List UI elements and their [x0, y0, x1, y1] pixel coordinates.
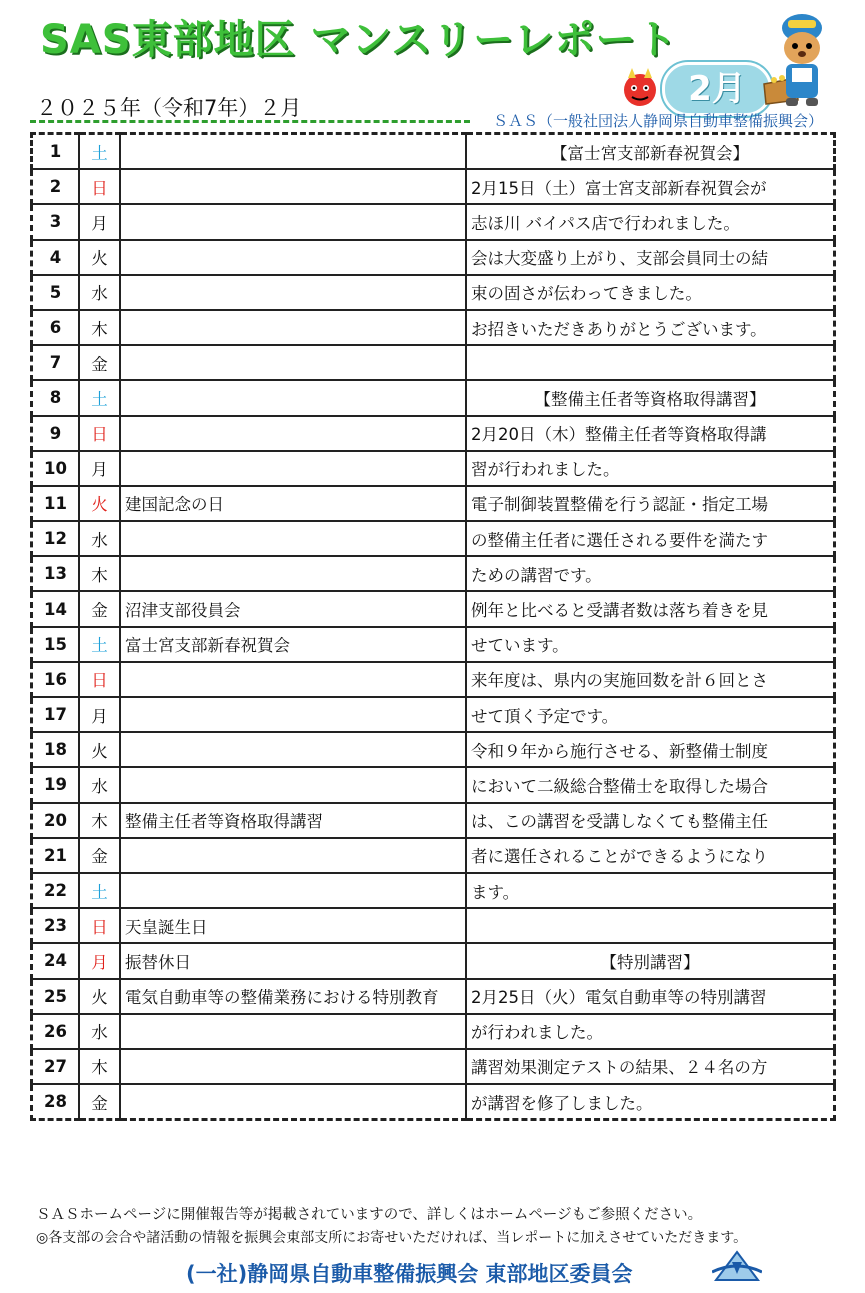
event-cell: [120, 380, 466, 415]
day-number: 8: [32, 380, 80, 415]
day-number: 1: [32, 134, 80, 170]
day-number: 4: [32, 240, 80, 275]
calendar-row: [32, 451, 835, 486]
event-cell: [120, 451, 466, 486]
report-note-cell: 2月15日（土）富士宮支部新春祝賀会が: [466, 169, 835, 204]
calendar-row: [32, 979, 835, 1014]
day-number: 2: [32, 169, 80, 204]
event-cell: [120, 1049, 466, 1084]
page-title: SAS東部地区 マンスリーレポート: [40, 17, 678, 63]
report-note-cell: 【富士宮支部新春祝賀会】: [466, 134, 835, 170]
day-of-week: 水: [79, 521, 120, 556]
calendar-row: [32, 838, 835, 873]
calendar-row: [32, 345, 835, 380]
day-number: 3: [32, 204, 80, 239]
event-cell: [120, 873, 466, 908]
calendar-row: [32, 204, 835, 239]
day-number: 19: [32, 767, 80, 802]
event-cell: [120, 416, 466, 451]
calendar-row: [32, 662, 835, 697]
day-number: 9: [32, 416, 80, 451]
calendar-row: [32, 556, 835, 591]
report-note-cell: は、この講習を受講しなくても整備主任: [466, 803, 835, 838]
report-note-cell: 2月20日（木）整備主任者等資格取得講: [466, 416, 835, 451]
month-badge: 2月: [662, 62, 772, 116]
day-of-week: 日: [79, 908, 120, 943]
day-of-week: 木: [79, 1049, 120, 1084]
event-cell: [120, 732, 466, 767]
day-number: 12: [32, 521, 80, 556]
organization-name: ＳＡＳ（一般社団法人静岡県自動車整備振興会）: [492, 112, 823, 130]
calendar-row: [32, 591, 835, 626]
day-of-week: 水: [79, 1014, 120, 1049]
calendar-row: [32, 169, 835, 204]
calendar-row: [32, 275, 835, 310]
day-number: 26: [32, 1014, 80, 1049]
report-note-cell: [466, 908, 835, 943]
report-note-cell: [466, 345, 835, 380]
day-of-week: 金: [79, 345, 120, 380]
day-of-week: 金: [79, 591, 120, 626]
event-cell: [120, 204, 466, 239]
calendar-row: [32, 1084, 835, 1120]
report-note-cell: 習が行われました。: [466, 451, 835, 486]
event-cell: [120, 240, 466, 275]
event-cell: [120, 662, 466, 697]
event-cell: 天皇誕生日: [120, 908, 466, 943]
day-number: 6: [32, 310, 80, 345]
day-of-week: 土: [79, 380, 120, 415]
day-of-week: 土: [79, 627, 120, 662]
report-note-cell: が行われました。: [466, 1014, 835, 1049]
report-period: ２０２５年（令和7年）２月: [36, 96, 302, 120]
day-of-week: 木: [79, 310, 120, 345]
day-of-week: 水: [79, 275, 120, 310]
day-number: 15: [32, 627, 80, 662]
report-note-cell: 【整備主任者等資格取得講習】: [466, 380, 835, 415]
footer-homepage-note: ＳＡＳホームページに開催報告等が掲載されていますので、詳しくはホームページもご参照ください。: [36, 1207, 703, 1223]
event-cell: 電気自動車等の整備業務における特別教育: [120, 979, 466, 1014]
oni-mascot-icon: [614, 66, 666, 108]
calendar-row: [32, 697, 835, 732]
day-of-week: 火: [79, 979, 120, 1014]
report-note-cell: お招きいただきありがとうございます。: [466, 310, 835, 345]
calendar-row: [32, 767, 835, 802]
calendar-row: [32, 521, 835, 556]
day-number: 5: [32, 275, 80, 310]
association-logo-icon: [712, 1250, 762, 1284]
day-of-week: 木: [79, 803, 120, 838]
day-number: 16: [32, 662, 80, 697]
report-note-cell: が講習を修了しました。: [466, 1084, 835, 1120]
day-number: 25: [32, 979, 80, 1014]
dog-mascot-icon: [772, 6, 832, 110]
event-cell: 建国記念の日: [120, 486, 466, 521]
day-number: 13: [32, 556, 80, 591]
event-cell: 整備主任者等資格取得講習: [120, 803, 466, 838]
day-number: 11: [32, 486, 80, 521]
event-cell: [120, 169, 466, 204]
report-note-cell: 来年度は、県内の実施回数を計６回とさ: [466, 662, 835, 697]
day-number: 14: [32, 591, 80, 626]
report-note-cell: ための講習です。: [466, 556, 835, 591]
day-of-week: 日: [79, 169, 120, 204]
calendar-row: [32, 1049, 835, 1084]
day-number: 27: [32, 1049, 80, 1084]
report-note-cell: 束の固さが伝わってきました。: [466, 275, 835, 310]
day-number: 28: [32, 1084, 80, 1120]
calendar-row: [32, 416, 835, 451]
calendar-row: [32, 486, 835, 521]
event-cell: [120, 1084, 466, 1120]
day-number: 22: [32, 873, 80, 908]
calendar-row: [32, 380, 835, 415]
day-of-week: 火: [79, 486, 120, 521]
day-number: 17: [32, 697, 80, 732]
event-cell: 富士宮支部新春祝賀会: [120, 627, 466, 662]
event-cell: [120, 134, 466, 170]
day-of-week: 金: [79, 838, 120, 873]
event-cell: [120, 1014, 466, 1049]
calendar-row: [32, 240, 835, 275]
calendar-row: [32, 943, 835, 978]
event-cell: 振替休日: [120, 943, 466, 978]
day-number: 24: [32, 943, 80, 978]
report-note-cell: せて頂く予定です。: [466, 697, 835, 732]
report-note-cell: 例年と比べると受講者数は落ち着きを見: [466, 591, 835, 626]
calendar-row: [32, 1014, 835, 1049]
report-note-cell: の整備主任者に選任される要件を満たす: [466, 521, 835, 556]
report-note-cell: 【特別講習】: [466, 943, 835, 978]
day-of-week: 日: [79, 662, 120, 697]
day-number: 20: [32, 803, 80, 838]
header-divider: [30, 120, 470, 123]
calendar-row: [32, 310, 835, 345]
event-cell: [120, 310, 466, 345]
day-of-week: 木: [79, 556, 120, 591]
day-of-week: 月: [79, 204, 120, 239]
day-number: 23: [32, 908, 80, 943]
event-cell: [120, 345, 466, 380]
event-cell: [120, 275, 466, 310]
day-of-week: 水: [79, 767, 120, 802]
footer-info-request: ◎各支部の会合や諸活動の情報を振興会東部支所にお寄せいただければ、当レポートに加えさせていただきます。: [36, 1230, 748, 1246]
event-cell: [120, 838, 466, 873]
day-of-week: 月: [79, 451, 120, 486]
report-note-cell: において二級総合整備士を取得した場合: [466, 767, 835, 802]
day-of-week: 月: [79, 697, 120, 732]
report-note-cell: 令和９年から施行させる、新整備士制度: [466, 732, 835, 767]
day-of-week: 火: [79, 732, 120, 767]
calendar-row: [32, 908, 835, 943]
day-number: 18: [32, 732, 80, 767]
day-number: 10: [32, 451, 80, 486]
day-of-week: 月: [79, 943, 120, 978]
report-note-cell: 講習効果測定テストの結果、２４名の方: [466, 1049, 835, 1084]
day-of-week: 土: [79, 134, 120, 170]
day-of-week: 日: [79, 416, 120, 451]
report-note-cell: 会は大変盛り上がり、支部会員同士の結: [466, 240, 835, 275]
report-note-cell: せています。: [466, 627, 835, 662]
monthly-calendar-table: [30, 132, 836, 1121]
report-note-cell: ます。: [466, 873, 835, 908]
footer-committee-name: (一社)静岡県自動車整備振興会 東部地区委員会: [186, 1262, 633, 1286]
calendar-row: [32, 134, 835, 170]
report-note-cell: 者に選任されることができるようになり: [466, 838, 835, 873]
report-note-cell: 電子制御装置整備を行う認証・指定工場: [466, 486, 835, 521]
report-note-cell: 2月25日（火）電気自動車等の特別講習: [466, 979, 835, 1014]
calendar-row: [32, 873, 835, 908]
day-number: 21: [32, 838, 80, 873]
calendar-row: [32, 627, 835, 662]
event-cell: [120, 521, 466, 556]
day-number: 7: [32, 345, 80, 380]
day-of-week: 金: [79, 1084, 120, 1120]
event-cell: [120, 697, 466, 732]
day-of-week: 火: [79, 240, 120, 275]
event-cell: [120, 556, 466, 591]
day-of-week: 土: [79, 873, 120, 908]
calendar-row: [32, 732, 835, 767]
report-note-cell: 志ほ川 バイパス店で行われました。: [466, 204, 835, 239]
calendar-row: [32, 803, 835, 838]
event-cell: 沼津支部役員会: [120, 591, 466, 626]
event-cell: [120, 767, 466, 802]
